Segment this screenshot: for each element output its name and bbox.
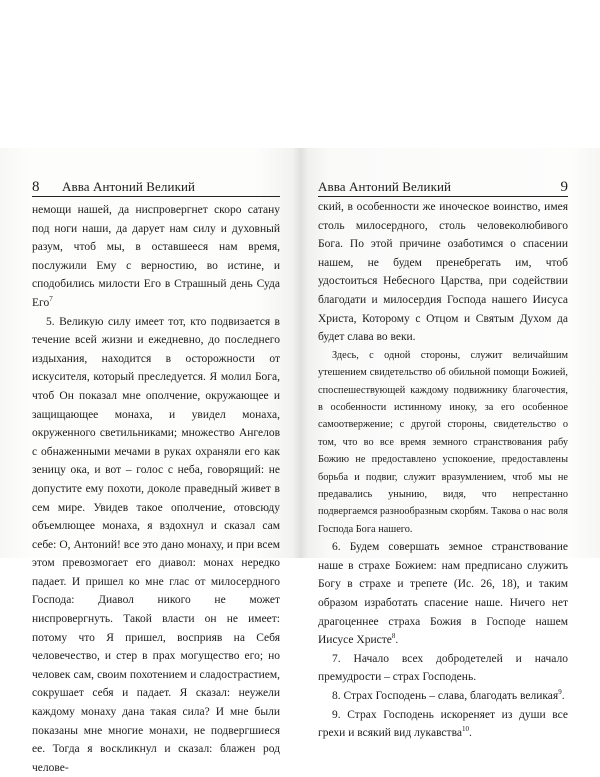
paragraph: 9. Страх Господень искореняет из души все грехи и всякий вид лукавства$^{10}$. [318, 708, 568, 740]
left-page [0, 148, 300, 774]
footnote-ref: 10 [461, 725, 469, 734]
commentary-paragraph [318, 347, 568, 538]
paragraph [32, 201, 280, 313]
left-page-body [32, 201, 280, 777]
paragraph-text: 9. Страх Господень искореняет из души все грехи и всякий вид лукавства [318, 708, 568, 740]
left-page-header [32, 178, 280, 197]
paragraph: 8. Страх Господень – слава, благодать великая$^9$. [332, 688, 565, 702]
right-page-body [318, 198, 568, 743]
left-page-number: 8 [32, 179, 40, 195]
right-page-header [318, 178, 568, 197]
book-gutter-shadow [292, 148, 308, 558]
left-running-title: Авва Антоний Великий [62, 179, 196, 194]
footnote-ref: 7 [49, 295, 53, 304]
right-page [300, 148, 600, 740]
paragraph-text: Здесь, с одной стороны, служит величайшим утешением свидетельство об обильной помощи Божией, споспешествующей каждому подвижнику благочестия, в особенности истинному иноку, за его особенное самоотвержение; с другой стороны, свидетельство о том, что во все время земного странствования рабу Божию не предоставлено успокоение, предоставлены борьба и подвиг, служит вразумлением, чтоб мы не предавались унынию, видя, что непрестанно подвергаемся разнообразным скорбям. Такова о нас воля Господа Бога нашего. [318, 349, 568, 535]
paragraph [318, 198, 568, 347]
right-page-number: 9 [560, 179, 568, 195]
paragraph [318, 650, 568, 687]
paragraph-text: 8. Страх Господень – слава, благодать великая [332, 689, 559, 702]
paragraph-text: 5. Великую силу имеет тот, кто подвизается в течение всей жизни и ежедневно, до последнего издыхания, находится в осторожности от искусителя, который преследуется. Я молил Бога, чтоб Он показал мне ополчение, окружающее и защищающее монаха, и увидел монаха, окруженного светильниками; множество Ангелов с обнаженными мечами в руках охраняли его как зеницу ока, и вот – голос с неба, говорящий: не допустите ему похоти, доколе праведный живет в сем мире. Увидев такое ополчение, отовсюду объемлющее монаха, я вздохнул и сказал сам себе: О, Антоний! все это дано монаху, и при всем этом превозмогает его диавол: монах нередко падает. И пришел ко мне глас от милосердного Господа: Диавол никого не может ниспровергнуть. Такой власти он не имеет: потому что Я пришел, восприяв на Себя человечество, и стер в прах могущество его; но человек сам, своим похотением и сладострастием, сокрушает себя и падает. Я сказал: неужели каждому монаху дана такая сила? И мне были показаны мне многие монахи, не подвергшиеся ее. Тогда я воскликнул и сказал: блажен род челове- [32, 315, 280, 774]
paragraph-text: ский, в особенности же иноческое воинство, имея столь милосердного, столь человеколюбивого Бога. По этой причине озаботимся о спасении нашем, не будем пренебрегать им, чтоб удостоиться Небесного Царства, при содействии благодати и милосердия Господа нашего Иисуса Христа, Которому с Отцом и Святым Духом да будет слава во веки. [318, 201, 568, 344]
right-running-title: Авва Антоний Великий [318, 179, 452, 194]
paragraph-text: немощи нашей, да ниспровергнет скоро сатану под ноги наши, да дарует нам силу и духовный разум, чтоб мы, в оставшееся нам время, послужили Ему с верностию, во истине, и сподобились милости Его в Страшный день Суда Его [32, 204, 280, 309]
paragraph-text: 6. Будем совершать земное странствование наше в страхе Божием: нам предписано служить Богу в страхе и трепете (Ис. 26, 18), и таким образом изработать спасение наше. Ничего нет драгоценнее страха Божия в Господе нашем Иисусе Христе [318, 541, 568, 647]
paragraph [32, 313, 280, 777]
paragraph-text: 7. Начало всех добродетелей и начало премудрости – страх Господень. [318, 652, 568, 684]
book-spread [0, 148, 600, 774]
paragraph: 6. Будем совершать земное странствование наше в страхе Божием: нам предписано служить Богу в страхе и трепете (Ис. 26, 18), и таким образом изработать спасение наше. Ничего нет драгоценнее страха Божия в Господе нашем Иисусе Христе$^8$. [318, 541, 568, 647]
footnote-ref: 8 [391, 632, 396, 641]
footnote-ref: 9 [558, 688, 562, 697]
